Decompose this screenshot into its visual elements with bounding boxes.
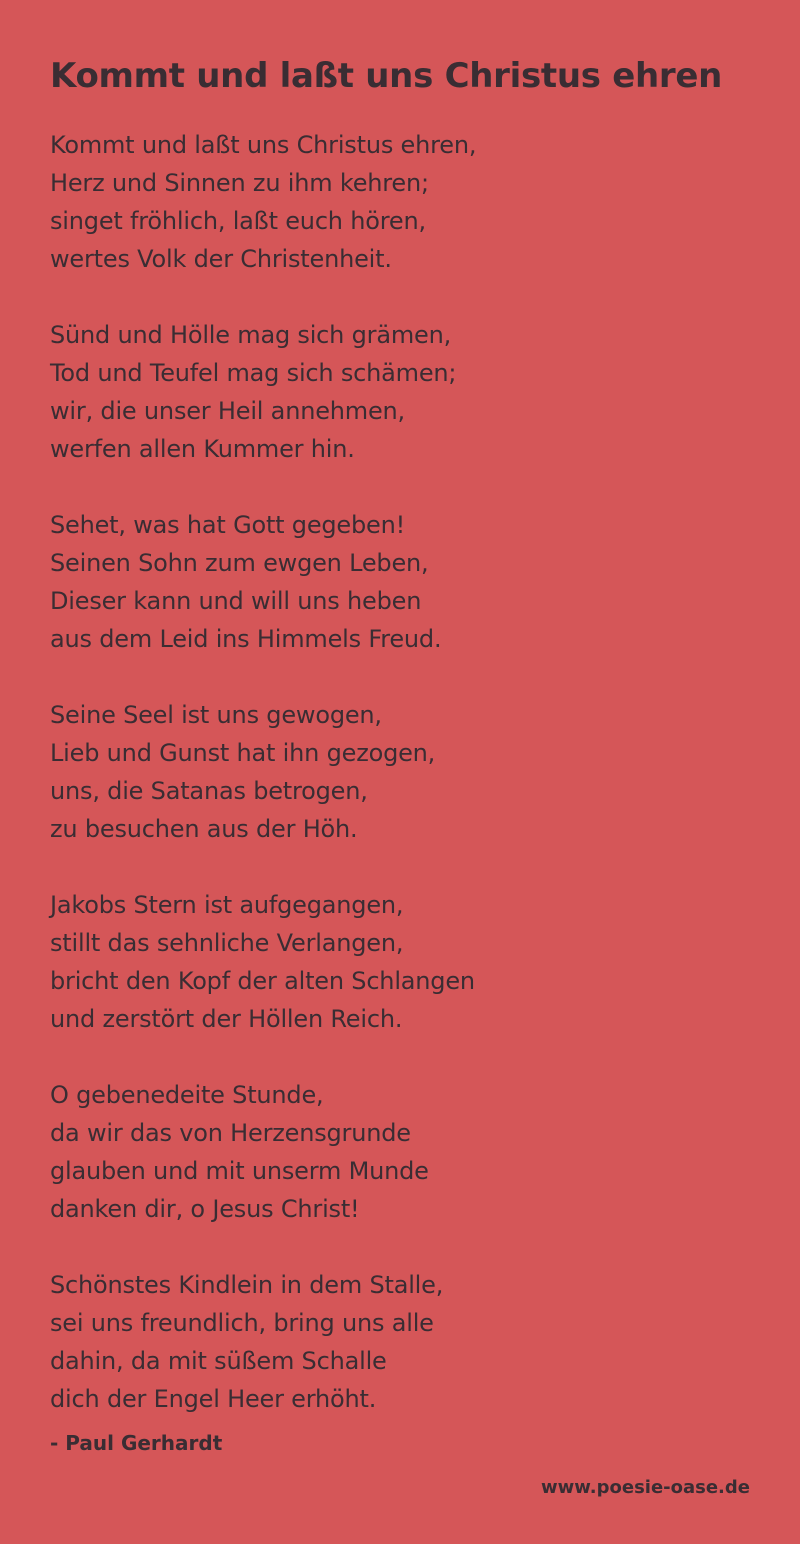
poem-line: glauben und mit unserm Munde xyxy=(50,1157,429,1185)
poem-line: danken dir, o Jesus Christ! xyxy=(50,1195,360,1223)
poem-line: wir, die unser Heil annehmen, xyxy=(50,397,405,425)
poem-line: uns, die Satanas betrogen, xyxy=(50,777,368,805)
poem-line: dahin, da mit süßem Schalle xyxy=(50,1347,387,1375)
website-credit: www.poesie-oase.de xyxy=(541,1477,750,1498)
stanza-6 xyxy=(50,1076,770,1228)
poem-line: Kommt und laßt uns Christus ehren, xyxy=(50,131,477,159)
poem-line: Seine Seel ist uns gewogen, xyxy=(50,701,382,729)
poem-line: O gebenedeite Stunde, xyxy=(50,1081,324,1109)
poem-line: stillt das sehnliche Verlangen, xyxy=(50,929,404,957)
stanza-2 xyxy=(50,316,770,468)
poem-title: Kommt und laßt uns Christus ehren xyxy=(50,56,723,96)
poem-line: wertes Volk der Christenheit. xyxy=(50,245,392,273)
poem-line: Tod und Teufel mag sich schämen; xyxy=(50,359,457,387)
stanza-4 xyxy=(50,696,770,848)
stanza-1 xyxy=(50,126,770,278)
poem-line: bricht den Kopf der alten Schlangen xyxy=(50,967,475,995)
poem-line: Schönstes Kindlein in dem Stalle, xyxy=(50,1271,444,1299)
poem-line: werfen allen Kummer hin. xyxy=(50,435,355,463)
poem-line: zu besuchen aus der Höh. xyxy=(50,815,358,843)
poem-line: Sehet, was hat Gott gegeben! xyxy=(50,511,406,539)
poem-line: Sünd und Hölle mag sich grämen, xyxy=(50,321,452,349)
poem-line: Jakobs Stern ist aufgegangen, xyxy=(50,891,404,919)
poem-line: sei uns freundlich, bring uns alle xyxy=(50,1309,434,1337)
poem-line: Herz und Sinnen zu ihm kehren; xyxy=(50,169,429,197)
poem-line: dich der Engel Heer erhöht. xyxy=(50,1385,377,1413)
poem-line: und zerstört der Höllen Reich. xyxy=(50,1005,403,1033)
poem-line: Dieser kann und will uns heben xyxy=(50,587,422,615)
poem-page xyxy=(50,0,770,1544)
poem-line: Lieb und Gunst hat ihn gezogen, xyxy=(50,739,436,767)
stanza-5 xyxy=(50,886,770,1038)
poem-body xyxy=(50,126,770,1456)
poem-line: singet fröhlich, laßt euch hören, xyxy=(50,207,426,235)
poem-line: da wir das von Herzensgrunde xyxy=(50,1119,411,1147)
poem-line: aus dem Leid ins Himmels Freud. xyxy=(50,625,442,653)
poem-author: - Paul Gerhardt xyxy=(50,1431,223,1455)
stanza-7 xyxy=(50,1266,770,1418)
stanza-3 xyxy=(50,506,770,658)
poem-line: Seinen Sohn zum ewgen Leben, xyxy=(50,549,429,577)
